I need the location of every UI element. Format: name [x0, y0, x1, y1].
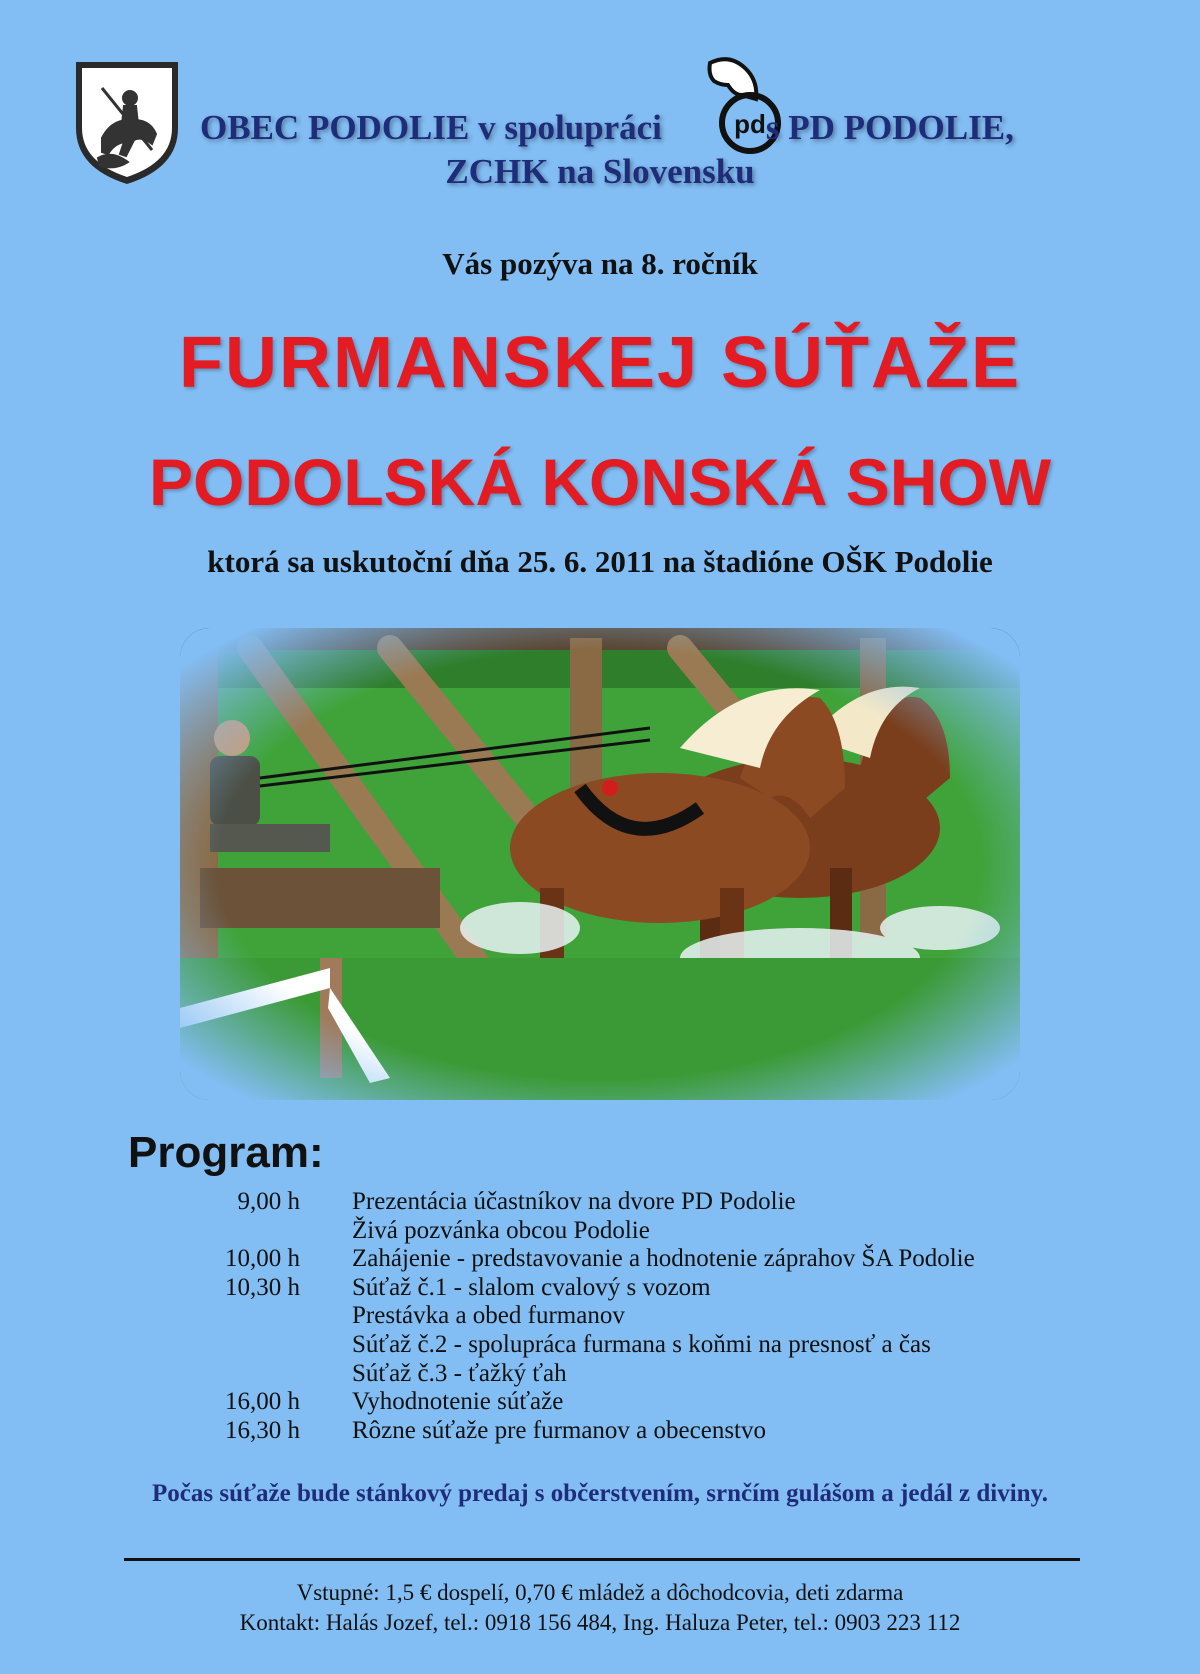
program-item [190, 1417, 1110, 1446]
program-desc: Súťaž č.2 - spolupráca furmana s koňmi na presnosť a čas [352, 1330, 931, 1358]
program-item [190, 1274, 1110, 1303]
program-list [190, 1188, 1110, 1445]
program-item [190, 1217, 1110, 1246]
program-desc: Vyhodnotenie súťaže [352, 1388, 564, 1416]
entry-fee-text: Vstupné: 1,5 € dospelí, 0,70 € mládež a dôchodcovia, deti zdarma [296, 1580, 904, 1605]
program-desc: Prestávka a obed furmanov [352, 1302, 625, 1330]
program-item [190, 1388, 1110, 1417]
program-desc: Súťaž č.1 - slalom cvalový s vozom [352, 1273, 711, 1301]
program-time: 10,00 h [225, 1245, 300, 1273]
main-title: FURMANSKEJ SÚŤAŽE [178, 323, 1022, 403]
program-time: 9,00 h [237, 1188, 300, 1215]
program-desc: Prezentácia účastníkov na dvore PD Podolie [352, 1188, 796, 1215]
organizer-line-2: ZCHK na Slovensku [445, 152, 755, 191]
program-item [190, 1245, 1110, 1274]
program-item [190, 1360, 1110, 1389]
program-item [190, 1331, 1110, 1360]
organizer-left: OBEC PODOLIE v spolupráci [200, 108, 662, 147]
program-time [190, 1217, 352, 1246]
organizer-right: s PD PODOLIE, [765, 108, 1014, 147]
program-desc: Živá pozvánka obcou Podolie [352, 1216, 650, 1244]
program-heading: Program: [128, 1128, 324, 1177]
organizer-line-1 [200, 108, 1100, 148]
program-time: 10,30 h [225, 1273, 300, 1301]
event-date-text: ktorá sa uskutoční dňa 25. 6. 2011 na štadióne OŠK Podolie [207, 544, 993, 579]
program-item [190, 1302, 1110, 1331]
program-time: 16,00 h [225, 1388, 300, 1416]
divider [124, 1558, 1080, 1561]
sub-title: PODOLSKÁ KONSKÁ SHOW [148, 445, 1052, 519]
contact-text: Kontakt: Halás Jozef, tel.: 0918 156 484, Ing. Haluza Peter, tel.: 0903 223 112 [239, 1610, 961, 1635]
program-desc: Súťaž č.3 - ťažký ťah [352, 1359, 567, 1387]
program-desc: Rôzne súťaže pre furmanov a obecenstvo [352, 1416, 766, 1444]
program-time [190, 1302, 352, 1331]
program-time [190, 1360, 352, 1389]
program-time: 16,30 h [225, 1416, 300, 1444]
program-desc: Zahájenie - predstavovanie a hodnotenie záprahov ŠA Podolie [352, 1245, 975, 1273]
program-time [190, 1331, 352, 1360]
program-item [190, 1188, 1110, 1217]
logo-monogram: pd [734, 109, 766, 139]
horses-photo [180, 628, 1020, 1100]
invite-text: Vás pozýva na 8. ročník [442, 246, 758, 281]
refreshments-note: Počas súťaže bude stánkový predaj s občerstvením, srnčím gulášom a jedál z diviny. [152, 1480, 1048, 1507]
